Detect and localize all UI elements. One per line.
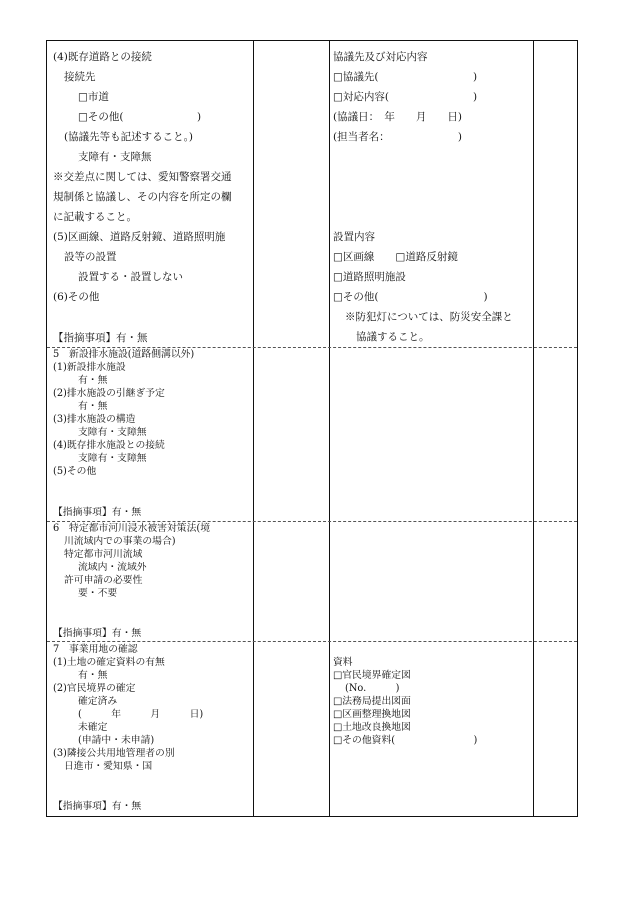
- column-divider-2: [329, 41, 330, 816]
- column-divider-3: [533, 41, 534, 816]
- s6-permit-choice: 要・不要: [78, 588, 118, 599]
- s7-land-documents: (1)土地の確定資料の有無: [53, 657, 165, 668]
- s5-handover-plan: (2)排水施設の引継ぎ予定: [53, 388, 165, 399]
- column-divider-1: [253, 41, 254, 816]
- s7-application-status: (申請中・未申請): [78, 735, 155, 746]
- s4-contact-person: (担当者名： ): [333, 131, 462, 143]
- s5-findings-label: 【指摘事項】有・無: [53, 507, 142, 518]
- s4-lane-mirror-checkboxes[interactable]: □区画線 □道路反射鏡: [333, 251, 458, 263]
- s7-materials-header: 資料: [333, 657, 353, 668]
- s7-unconfirmed: 未確定: [78, 722, 108, 733]
- s6-permit-need: 許可申請の必要性: [64, 575, 143, 586]
- s4-road-lighting-checkbox[interactable]: □道路照明施設: [333, 271, 406, 283]
- s5-other: (5)その他: [53, 466, 97, 477]
- s4-crime-light-note-2: 協議すること。: [356, 331, 430, 343]
- s7-legal-bureau-checkbox[interactable]: □法務局提出図面: [333, 696, 411, 707]
- s4-other-item: (6)その他: [53, 291, 100, 303]
- s7-title: 7 事業用地の確認: [53, 644, 138, 655]
- s4-other-install-checkbox[interactable]: □その他( ): [333, 291, 488, 303]
- s4-installation-contents: 設置内容: [333, 231, 375, 243]
- s4-consultation-header: 協議先及び対応内容: [333, 51, 428, 63]
- s7-land-improvement-checkbox[interactable]: □土地改良換地図: [333, 722, 411, 733]
- s4-city-road-checkbox[interactable]: □市道: [78, 91, 109, 103]
- s4-consultation-note: (協議先等も記述すること。): [64, 131, 193, 143]
- s5-existing-connection: (4)既存排水施設との接続: [53, 440, 165, 451]
- s7-findings-label: 【指摘事項】有・無: [53, 801, 142, 812]
- s4-connection-destination: 接続先: [64, 71, 96, 83]
- s4-intersection-note-3: に記載すること。: [53, 211, 137, 223]
- s7-boundary-map-checkbox[interactable]: □官民境界確定図: [333, 670, 411, 681]
- s4-installation-choice: 設置する・設置しない: [78, 271, 183, 283]
- s7-boundary-confirmed: 確定済み: [78, 696, 118, 707]
- s4-response-checkbox[interactable]: □対応内容( ): [333, 91, 478, 103]
- s5-connection-choice: 支障有・支障無: [78, 453, 147, 464]
- s7-readjustment-map-checkbox[interactable]: □区画整理換地図: [333, 709, 411, 720]
- s7-adjacent-manager: (3)隣接公共用地管理者の別: [53, 748, 175, 759]
- s7-confirmed-date: ( 年 月 日): [78, 709, 204, 720]
- s4-installation-item: 設等の設置: [64, 251, 117, 263]
- s5-structure: (3)排水施設の構造: [53, 414, 136, 425]
- s5-new-drainage: (1)新設排水施設: [53, 362, 126, 373]
- s6-findings-label: 【指摘事項】有・無: [53, 628, 142, 639]
- s4-intersection-note-2: 規制係と協議し、その内容を所定の欄: [53, 191, 232, 203]
- s5-title: 5 新設排水施設(道路側溝以外): [53, 349, 195, 360]
- s4-intersection-note-1: ※交差点に関しては、愛知警察署交通: [53, 171, 232, 183]
- s4-consultation-date: (協議日： 年 月 日): [333, 111, 462, 123]
- s4-findings-label: 【指摘事項】有・無: [53, 332, 148, 344]
- s4-other-checkbox[interactable]: □その他( ): [78, 111, 202, 123]
- s7-documents-choice: 有・無: [78, 670, 108, 681]
- s4-obstruction-choice: 支障有・支障無: [78, 151, 152, 163]
- s5-handover-choice: 有・無: [78, 401, 108, 412]
- s4-crime-light-note-1: ※防犯灯については、防災安全課と: [345, 311, 513, 323]
- s4-consultation-party-checkbox[interactable]: □協議先( ): [333, 71, 478, 83]
- s6-title-cont: 川流域内での事業の場合): [64, 536, 176, 547]
- section-divider-7: [47, 641, 577, 642]
- s7-other-materials-checkbox[interactable]: □その他資料( ): [333, 735, 478, 746]
- section-divider-5: [47, 347, 577, 348]
- s7-manager-choice: 日進市・愛知県・国: [64, 761, 153, 772]
- s6-basin-choice: 流域内・流域外: [78, 562, 147, 573]
- s5-new-drainage-choice: 有・無: [78, 375, 108, 386]
- s5-structure-choice: 支障有・支障無: [78, 427, 147, 438]
- s6-title: 6 特定都市河川浸水被害対策法(境: [53, 523, 211, 534]
- s4-lane-marking-item: (5)区画線、道路反射鏡、道路照明施: [53, 231, 226, 243]
- section-divider-6: [47, 521, 577, 522]
- s7-boundary: (2)官民境界の確定: [53, 683, 136, 694]
- s4-existing-road-connection: (4)既存道路との接続: [53, 51, 152, 63]
- s6-river-basin: 特定都市河川流域: [64, 549, 143, 560]
- s7-map-number: (No. ): [345, 683, 400, 694]
